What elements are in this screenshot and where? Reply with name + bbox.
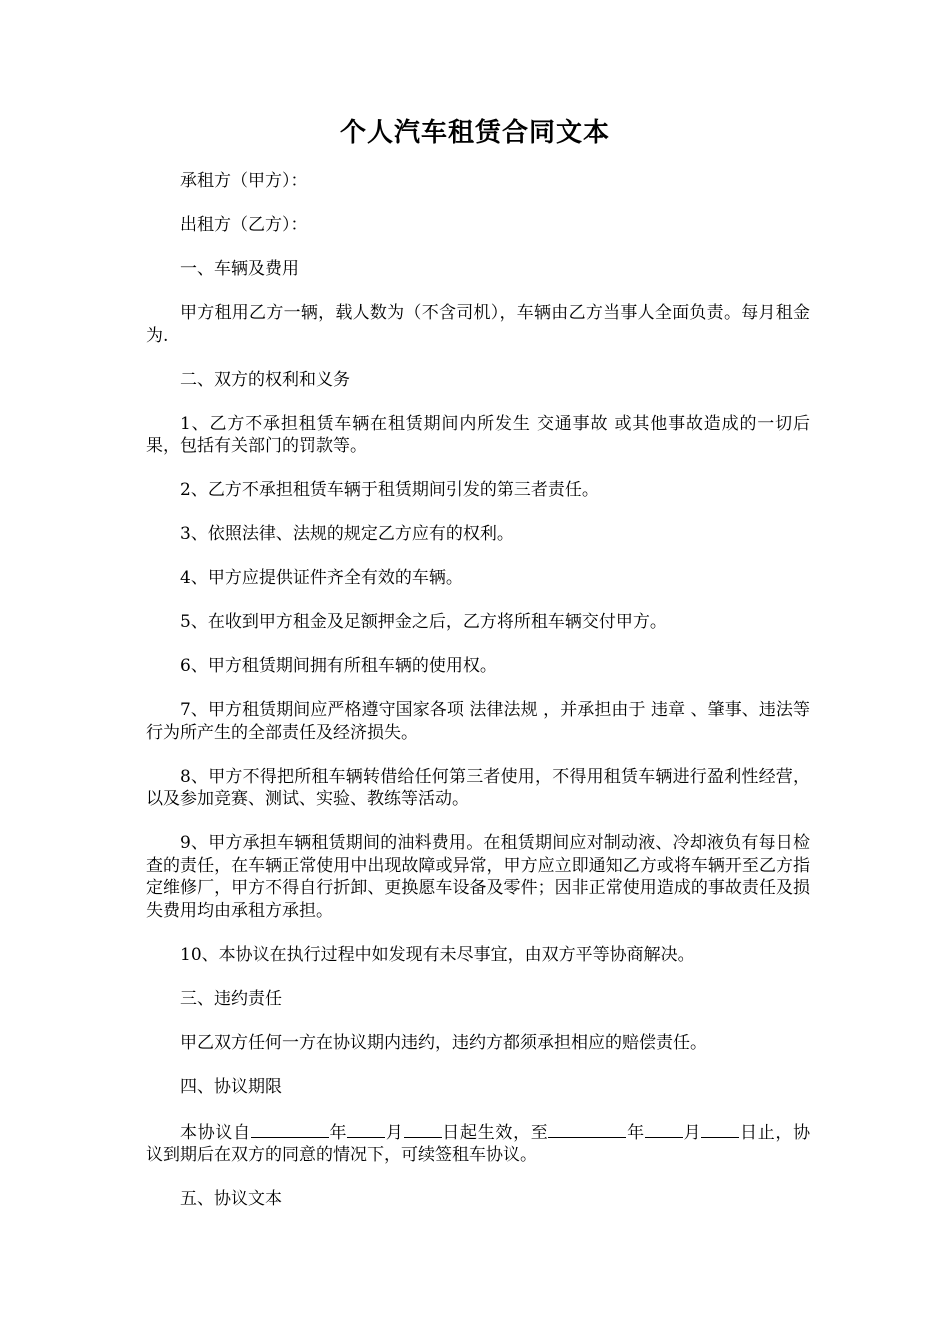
- clause-8: 8、甲方不得把所租车辆转借给任何第三者使用，不得用租赁车辆进行盈利性经营，以及参加竞赛、测试、实验、教练等活动。: [146, 766, 810, 809]
- end-day-label: 日止，: [739, 1122, 794, 1143]
- clause-2: 2、乙方不承担租赁车辆于租赁期间引发的第三者责任。: [180, 480, 599, 500]
- clause-5: 5、在收到甲方租金及足额押金之后，乙方将所租车辆交付甲方。: [180, 612, 667, 632]
- start-year-blank: [251, 1120, 329, 1138]
- clause-6: 6、甲方租赁期间拥有所租车辆的使用权。: [180, 656, 497, 676]
- term-tail: 协议到期后在双方的同意的情况下，可续签租车协议。: [146, 1122, 811, 1165]
- start-day-label: 日起生效，至: [441, 1122, 549, 1143]
- section-heading-term: 四、协议期限: [180, 1076, 282, 1097]
- vehicle-paragraph: 甲方租用乙方一辆，载人数为（不含司机），车辆由乙方当事人全面负责。每月租金为.: [146, 303, 810, 346]
- end-year-label: 年: [626, 1122, 645, 1143]
- start-month-label: 月: [385, 1122, 404, 1143]
- start-month-blank: [347, 1120, 385, 1138]
- start-day-blank: [404, 1120, 442, 1138]
- section-heading-rights: 二、双方的权利和义务: [180, 369, 350, 390]
- end-year-blank: [548, 1120, 626, 1138]
- clause-7: 7、甲方租赁期间应严格遵守国家各项 法律法规 ，并承担由于 违章 、肇事、违法等行为所产生的全部责任及经济损失。: [146, 700, 810, 743]
- end-day-blank: [701, 1120, 739, 1138]
- end-month-blank: [645, 1120, 683, 1138]
- section-heading-vehicle: 一、车辆及费用: [180, 259, 299, 279]
- clause-10: 10、本协议在执行过程中如发现有未尽事宜，由双方平等协商解决。: [180, 944, 695, 965]
- breach-paragraph: 甲乙双方任何一方在协议期内违约，违约方都须承担相应的赔偿责任。: [180, 1032, 707, 1053]
- page-title: 个人汽车租赁合同文本: [339, 118, 610, 148]
- section-heading-breach: 三、违约责任: [180, 988, 282, 1009]
- term-prefix: 本协议自: [180, 1122, 251, 1143]
- clause-1: 1、乙方不承担租赁车辆在租赁期间内所发生 交通事故 或其他事故造成的一切后果，包括有关部门的罚款等。: [146, 413, 810, 456]
- lessee-line: 承租方（甲方）：: [180, 171, 308, 191]
- end-month-label: 月: [682, 1122, 702, 1143]
- clause-3: 3、依照法律、法规的规定乙方应有的权利。: [180, 524, 514, 544]
- lessor-line: 出租方（乙方）：: [180, 215, 308, 235]
- section-heading-text: 五、协议文本: [180, 1189, 282, 1209]
- start-year-label: 年: [328, 1122, 348, 1143]
- clause-9: 9、甲方承担车辆租赁期间的油料费用。在租赁期间应对制动液、冷却液负有每日检查的责任，在车辆正常使用中出现故障或异常，甲方应立即通知乙方或将车辆开至乙方指定维修厂，甲方不得自行折卸、更换愿车设备及零件；因非正常使用造成的事故责任及损失费用均由承租方承担。: [146, 833, 810, 921]
- document-body: [146, 170, 810, 1232]
- clause-4: 4、甲方应提供证件齐全有效的车辆。: [180, 568, 463, 588]
- term-paragraph: [146, 1120, 810, 1167]
